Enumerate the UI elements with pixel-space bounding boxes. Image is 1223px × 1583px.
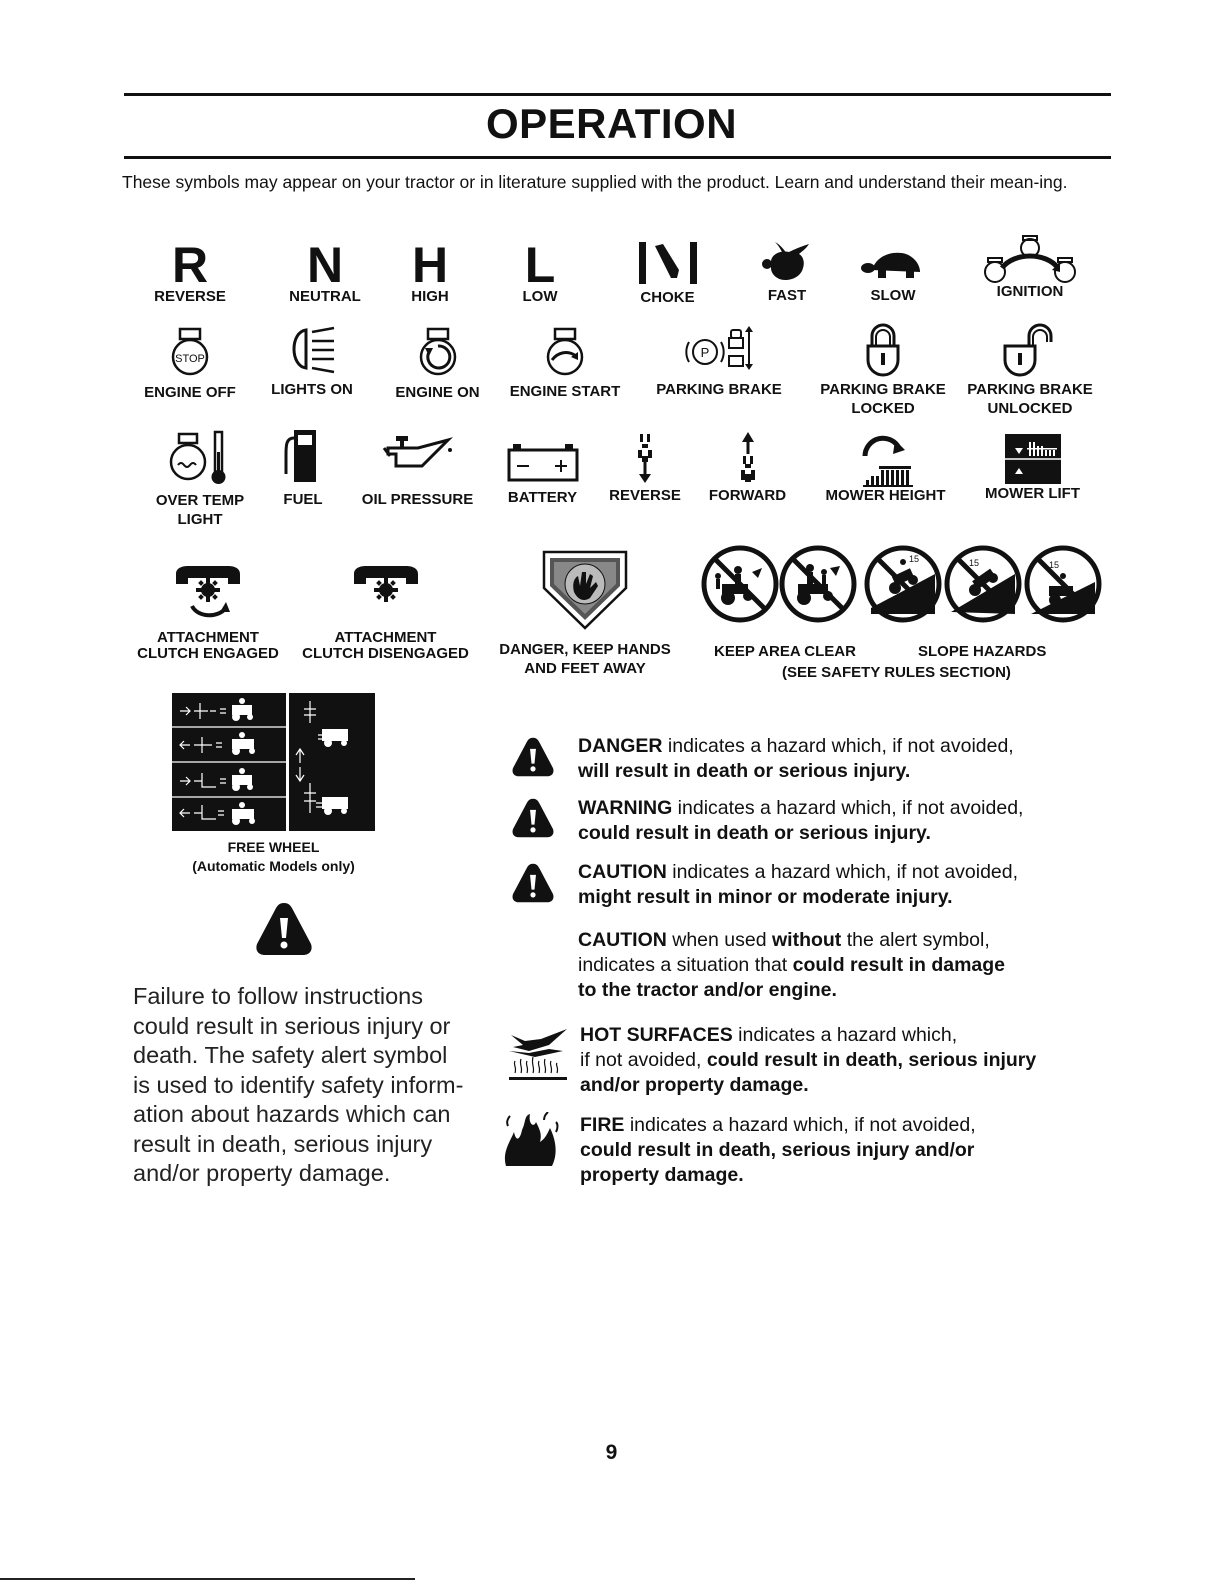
symbol-mower-height [818,428,953,505]
fire-definition [580,1113,1100,1188]
symbol-forward-pedal [700,430,795,505]
symbol-parking-brake [648,322,790,399]
caution2-text-a: when used [666,929,772,951]
oil-pressure-label: OIL PRESSURE [361,491,474,508]
failure-paragraph [133,982,493,1189]
caution-no-symbol-definition [578,928,1098,1003]
failure-line: death. The safety alert symbol [133,1042,448,1068]
hand-warning-icon [540,548,630,632]
symbol-lights-on [262,322,362,399]
parking-brake-label: PARKING BRAKE [656,381,782,398]
title-underline [124,156,1111,159]
danger-result: will result in death or serious injury. [578,760,911,782]
clutch-disengaged-icon [346,562,426,628]
symbol-engine-start [500,326,630,401]
symbol-choke [620,238,715,307]
forward-pedal-label: FORWARD [708,487,787,504]
headlight-icon [282,322,342,376]
reverse-label: REVERSE [154,288,226,305]
no-slope-tip-icon [1027,548,1099,620]
symbol-reverse [145,237,235,306]
caution2-line2b: could result in damage [792,954,1006,976]
danger-definition [578,734,1098,784]
warning-alert-icon [510,796,556,840]
symbol-battery [500,440,585,507]
reverse-letter: R [171,237,209,293]
hot-surfaces-definition [580,1023,1100,1098]
mower-lift-label: MOWER LIFT [985,485,1080,502]
page-number: 9 [605,1441,618,1464]
clutch-disengaged-label-1: ATTACHMENT [334,629,437,646]
hot-line3: and/or property damage. [580,1074,809,1096]
clutch-engaged-label-1: ATTACHMENT [157,629,259,646]
lock-open-icon [995,322,1065,378]
caution-text: indicates a hazard which, if not avoided, [666,861,1019,883]
caution-result: might result in minor or moderate injury. [578,886,953,908]
brake-unlocked-label-1: PARKING BRAKE [967,381,1093,398]
engine-on-icon [413,326,463,376]
keep-area-clear-icons [700,544,860,624]
symbol-high [385,237,475,306]
failure-line: Failure to follow instructions [133,983,423,1009]
see-safety-rules-label: (SEE SAFETY RULES SECTION) [782,664,1011,681]
symbol-engine-on [385,326,490,402]
engine-off-icon [165,326,215,376]
failure-line: is used to identify safety inform- [133,1071,464,1098]
warning-word: WARNING [578,797,673,819]
symbol-slow [848,240,938,305]
free-wheel-label: FREE WHEEL [227,839,320,855]
low-label: LOW [522,288,558,305]
clutch-engaged-label-2: CLUTCH ENGAGED [137,645,279,662]
symbol-neutral [280,237,370,306]
high-letter: H [411,237,449,293]
ignition-icon [980,228,1080,286]
bottom-scan-line [0,1578,415,1580]
slope-degree-1: 15 [909,554,920,564]
caution2-word: CAUTION [578,929,667,951]
stop-text: STOP [175,353,205,365]
symbol-oil-pressure [355,432,480,509]
reverse-pedal-label: REVERSE [609,487,681,504]
symbol-fuel [258,426,348,509]
fire-line3: property damage. [580,1164,744,1186]
turtle-icon [858,240,928,286]
symbol-brake-locked [813,322,953,418]
low-letter: L [524,237,556,293]
caution-definition [578,860,1098,910]
over-temp-label-2: LIGHT [177,511,223,528]
symbol-engine-off [140,326,240,402]
brake-locked-label-1: PARKING BRAKE [820,381,946,398]
rabbit-icon [757,240,817,286]
engine-start-icon [540,326,590,376]
battery-label: BATTERY [507,489,578,506]
warning-text: indicates a hazard which, if not avoided, [672,797,1024,819]
hot-line2a: if not avoided, [580,1049,707,1071]
safety-alert-icon [253,900,315,958]
symbol-clutch-engaged [128,562,288,663]
hands-feet-label-2: AND FEET AWAY [524,660,646,677]
hot-text: indicates a hazard which, [732,1024,958,1046]
top-rule [124,93,1111,96]
free-wheel-sub-label: (Automatic Models only) [192,858,355,874]
no-slope-down-icon [867,548,939,620]
no-rider-icon [782,548,854,620]
p-text: P [700,345,710,360]
slope-degree-2: 15 [969,558,980,568]
high-label: HIGH [411,288,449,305]
symbol-reverse-pedal [600,430,690,505]
symbol-clutch-disengaged [298,562,473,663]
engine-off-label: ENGINE OFF [144,384,236,401]
caution2-text-b: without [771,929,842,951]
slow-label: SLOW [870,287,916,304]
clutch-engaged-icon [168,562,248,628]
danger-word: DANGER [578,735,663,757]
symbol-ignition [980,228,1080,301]
fire-line2: could result in death, serious injury and/or [580,1139,975,1161]
failure-line: result in death, serious injury [133,1130,433,1157]
caution-word: CAUTION [578,861,667,883]
neutral-label: NEUTRAL [289,288,361,305]
warning-result: could result in death or serious injury. [578,822,931,844]
failure-line: ation about hazards which can [133,1101,451,1127]
clutch-disengaged-label-2: CLUTCH DISENGAGED [302,645,469,662]
symbol-hands-feet [490,548,680,678]
choke-icon [633,238,703,288]
oil-can-icon [378,432,458,482]
fuel-label: FUEL [283,491,323,508]
page-title: OPERATION [485,100,738,147]
caution2-line2a: indicates a situation that [578,954,793,976]
danger-text: indicates a hazard which, if not avoided, [662,735,1014,757]
battery-icon [505,440,581,484]
failure-line: and/or property damage. [133,1160,391,1186]
mower-height-icon [851,428,921,488]
no-bystander-icon [704,548,776,620]
symbol-low [495,237,585,306]
hot-line2b: could result in death, serious injury [706,1049,1037,1071]
neutral-letter: N [306,237,344,293]
forward-pedal-icon [733,430,763,484]
symbol-brake-unlocked [960,322,1100,418]
symbol-fast [742,240,832,305]
danger-alert-icon [510,735,556,779]
warning-definition [578,796,1098,846]
fast-label: FAST [767,287,807,304]
caution2-line3: to the tractor and/or engine. [578,979,837,1001]
mower-height-label: MOWER HEIGHT [825,487,946,504]
free-wheel-icon [172,693,375,831]
fire-text: indicates a hazard which, if not avoided, [624,1114,976,1136]
engine-start-label: ENGINE START [509,383,621,400]
ignition-label: IGNITION [996,283,1064,300]
caution2-text-c: the alert symbol, [841,929,990,951]
hot-word: HOT SURFACES [580,1024,733,1046]
engine-on-label: ENGINE ON [395,384,480,401]
intro-text: These symbols may appear on your tractor or in literature supplied with the product. Learn and understand their mean-ing. [122,172,1068,192]
fuel-pump-icon [278,426,328,486]
slope-hazards-label: SLOPE HAZARDS [918,643,1047,660]
lock-closed-icon [858,322,908,378]
over-temp-icon [165,428,235,486]
mower-lift-icon [1003,432,1063,486]
no-slope-across-icon [947,548,1019,620]
caution-alert-icon [510,861,556,905]
slope-hazard-icons [863,544,1103,624]
choke-label: CHOKE [640,289,695,306]
keep-area-clear-label: KEEP AREA CLEAR [714,643,856,660]
over-temp-label-1: OVER TEMP [155,492,245,509]
brake-unlocked-label-2: UNLOCKED [987,400,1073,417]
symbol-mower-lift [975,432,1090,503]
hands-feet-label-1: DANGER, KEEP HANDS [499,641,671,658]
slope-degree-3: 15 [1049,560,1060,570]
failure-line: could result in serious injury or [133,1012,451,1039]
hot-surface-icon [505,1025,571,1085]
fire-word: FIRE [580,1114,625,1136]
lights-on-label: LIGHTS ON [271,381,353,398]
fire-icon [500,1112,560,1168]
parking-brake-icon [679,322,759,374]
symbol-over-temp [145,428,255,529]
brake-locked-label-2: LOCKED [851,400,915,417]
reverse-pedal-icon [630,430,660,484]
